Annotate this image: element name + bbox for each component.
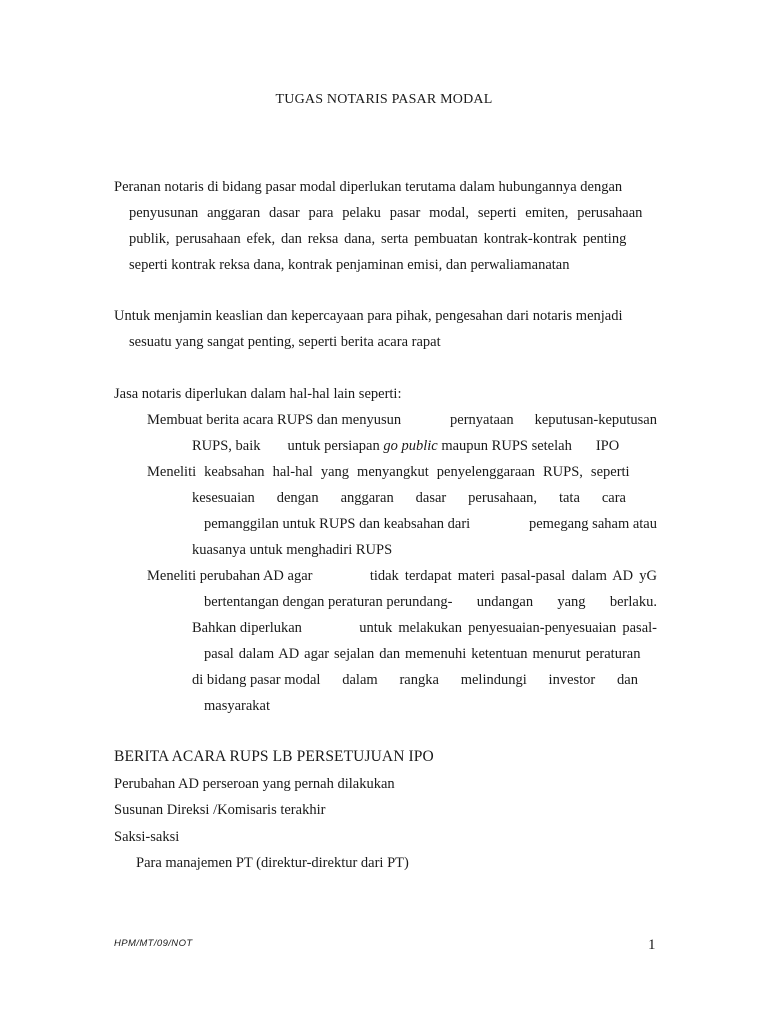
item1-text-f: maupun RUPS setelah [441, 438, 572, 454]
item1-text-c: keputusan-keputusan [534, 412, 657, 428]
section-item-2: Susunan Direksi /Komisaris terakhir [114, 802, 326, 818]
para1-line3: publik, perusahaan efek, dan reksa dana, serta pembuatan kontrak-kontrak penting [129, 231, 627, 247]
item3-line1-b: tidak terdapat materi pasal-pasal dalam AD yG [369, 568, 657, 584]
item1-text-b: pernyataan [450, 412, 514, 428]
item2-line3-a: pemanggilan untuk RUPS dan keabsahan dari [204, 516, 471, 532]
item3-line2-c: yang [557, 594, 586, 610]
item3-line2-b: undangan [476, 594, 534, 610]
item1-text-a: Membuat berita acara RUPS dan menyusun [147, 412, 402, 428]
item1-text-d: RUPS, baik [192, 438, 261, 454]
item2-word-5: perusahaan, [468, 490, 538, 506]
item1-text-e: untuk persiapan [287, 438, 380, 454]
para2-line1: Untuk menjamin keaslian dan kepercayaan para pihak, pengesahan dari notaris menjadi [114, 308, 623, 324]
item1-text-ipo: IPO [595, 438, 620, 454]
item3-line3-a: Bahkan diperlukan [192, 620, 302, 636]
item3-line5-a: di bidang pasar modal [192, 672, 321, 688]
list-item-meneliti-perubahan [114, 563, 657, 719]
para1-line2: penyusunan anggaran dasar para pelaku pasar modal, seperti emiten, perusahaan [129, 205, 643, 221]
section-berita-acara-rups [114, 744, 657, 877]
list-item-meneliti-keabsahan [114, 459, 657, 563]
section-item-3: Saksi-saksi [114, 828, 180, 845]
item3-line6: masyarakat [204, 698, 271, 714]
item3-line3-b: untuk melakukan penyesuaian-penyesuaian pasal- [359, 620, 657, 636]
document-title: TUGAS NOTARIS PASAR MODAL [275, 92, 493, 107]
item2-word-6: tata [558, 490, 580, 506]
item2-word-2: dengan [276, 490, 319, 506]
item2-word-7: cara [601, 490, 626, 506]
item3-line5-d: melindungi [460, 672, 527, 688]
item3-line5-e: investor [548, 672, 596, 688]
list-item-berita-acara [114, 407, 657, 459]
item1-text-go-public: go public [383, 438, 438, 454]
para1-line4: seperti kontrak reksa dana, kontrak penjaminan emisi, dan perwaliamanatan [129, 257, 570, 273]
para2-line2: sesuatu yang sangat penting, seperti berita acara rapat [129, 334, 441, 350]
para1-line1: Peranan notaris di bidang pasar modal diperlukan terutama dalam hubungannya dengan [114, 179, 623, 195]
footer-document-code: HPM/MT/09/NOT [114, 938, 193, 949]
section-heading: BERITA ACARA RUPS LB PERSETUJUAN IPO [114, 748, 434, 765]
item3-line2-d: berlaku. [609, 594, 657, 610]
item2-line1: Meneliti keabsahan hal-hal yang menyangkut penyelenggaraan RUPS, seperti [147, 464, 630, 480]
services-list [114, 381, 657, 719]
section-subitem: Para manajemen PT (direktur-direktur dari PT) [136, 855, 409, 871]
item2-word-1: kesesuaian [192, 490, 255, 506]
item3-line1-a: Meneliti perubahan AD agar [147, 568, 313, 584]
item3-line5-c: rangka [399, 672, 439, 688]
section-item-1: Perubahan AD perseroan yang pernah dilakukan [114, 775, 395, 792]
item2-line3-b: pemegang saham atau [528, 516, 657, 532]
list-lead: Jasa notaris diperlukan dalam hal-hal lain seperti: [114, 386, 402, 402]
item2-word-3: anggaran [340, 490, 394, 506]
item3-line5-f: dan [617, 672, 638, 688]
item3-line5-b: dalam [342, 672, 378, 688]
item2-line4: kuasanya untuk menghadiri RUPS [192, 542, 393, 558]
item3-line2-a: bertentangan dengan peraturan perundang- [204, 594, 453, 610]
page-number: 1 [648, 937, 656, 953]
paragraph-peranan [114, 174, 657, 278]
item2-word-4: dasar [415, 490, 447, 506]
item3-line4: pasal dalam AD agar sejalan dan memenuhi ketentuan menurut peraturan [204, 646, 641, 662]
paragraph-keaslian [114, 303, 657, 355]
